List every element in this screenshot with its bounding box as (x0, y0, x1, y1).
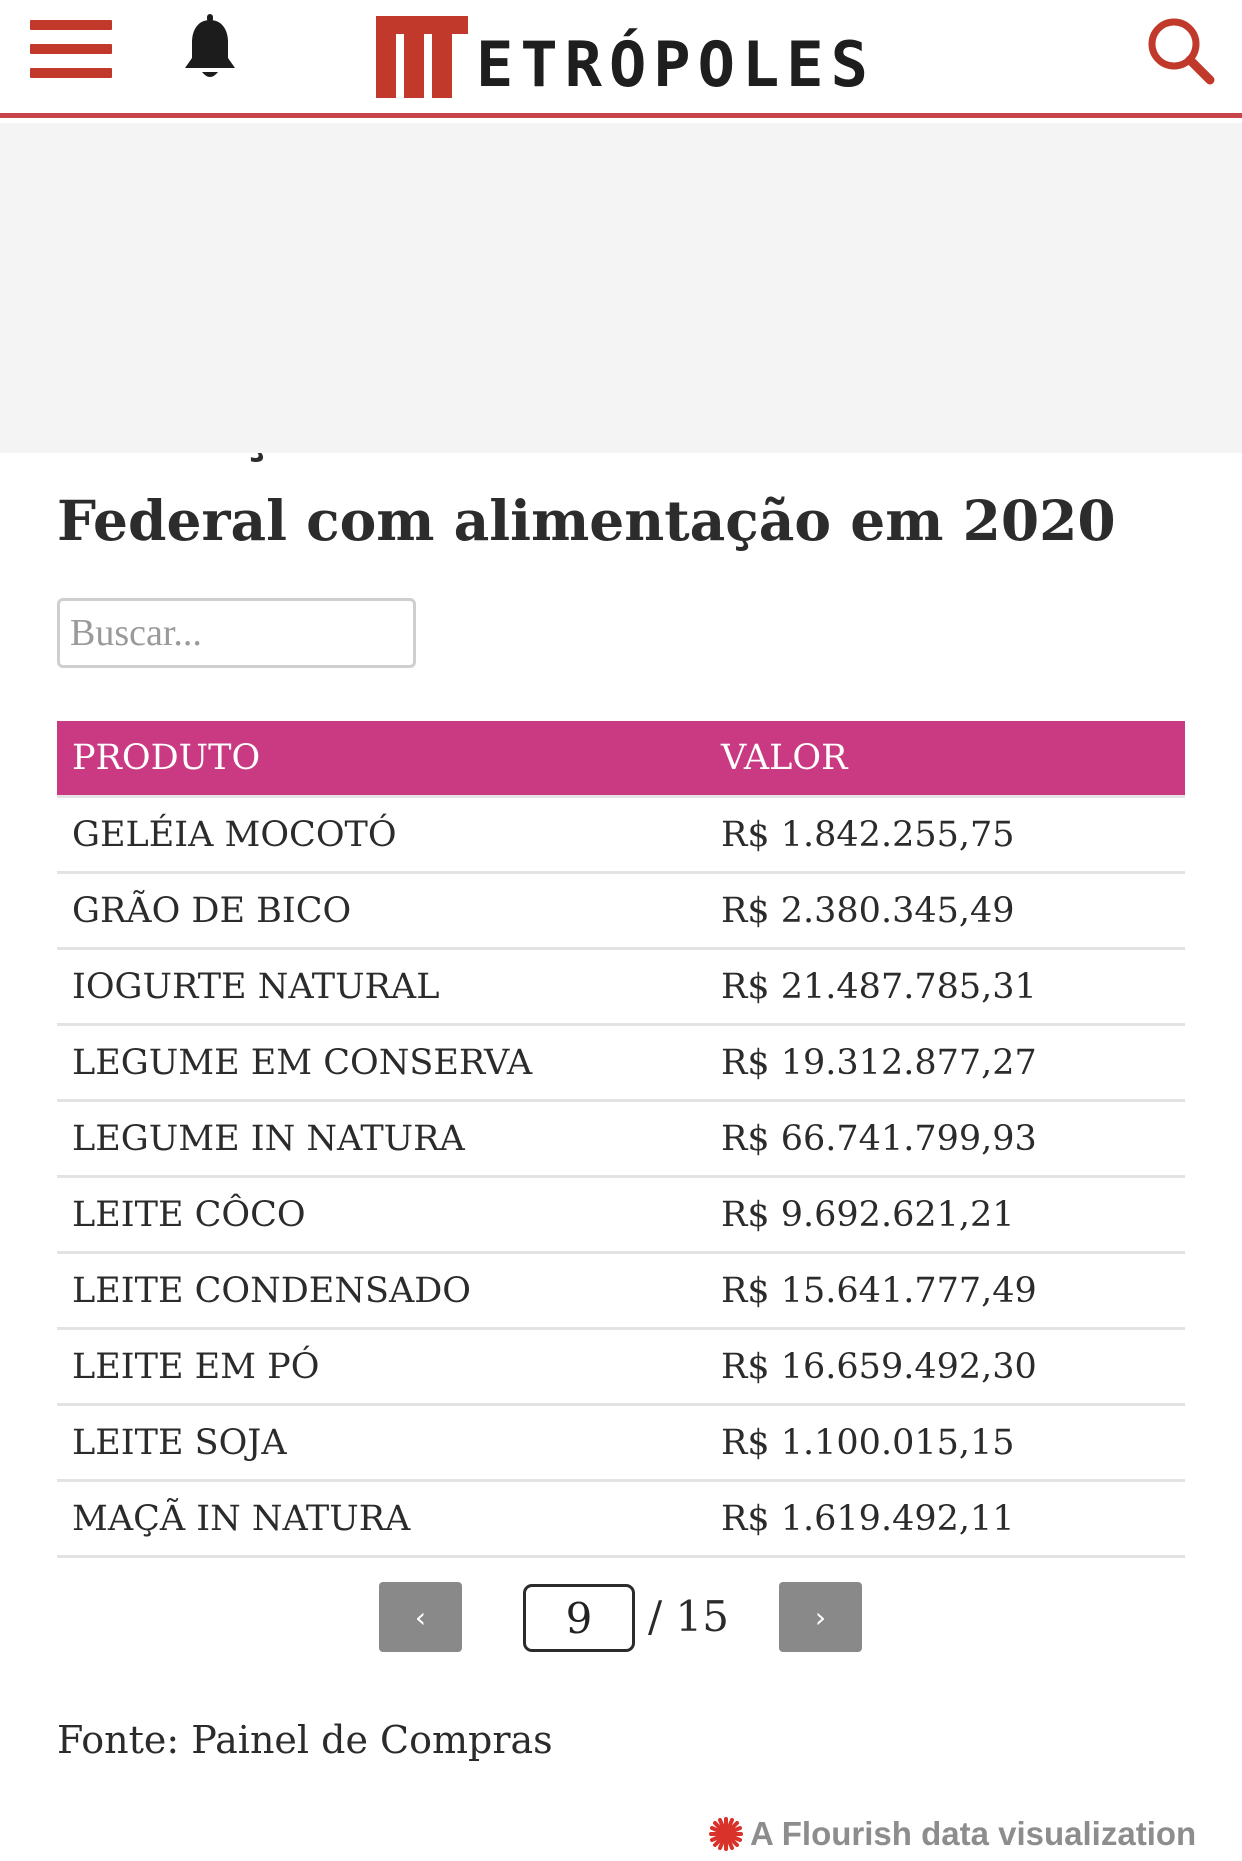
table-row (57, 1025, 1185, 1101)
valor-cell: R$ 21.487.785,31 (706, 949, 1185, 1025)
bell-icon[interactable] (180, 14, 240, 84)
produto-cell: IOGURTE NATURAL (57, 949, 706, 1025)
table-row (57, 797, 1185, 873)
search-icon[interactable] (1144, 14, 1216, 86)
table-row (57, 1481, 1185, 1557)
logo-m-mark (376, 16, 468, 98)
logo-wordmark: ETRÓPOLES (476, 28, 875, 101)
table-header-row (57, 721, 1185, 797)
top-navigation-bar (0, 0, 1242, 118)
produto-cell: GELÉIA MOCOTÓ (57, 797, 706, 873)
produto-cell: LEITE CONDENSADO (57, 1253, 706, 1329)
valor-cell: R$ 9.692.621,21 (706, 1177, 1185, 1253)
produto-cell: LEGUME EM CONSERVA (57, 1025, 706, 1101)
produto-cell: MAÇÃ IN NATURA (57, 1481, 706, 1557)
column-header-valor[interactable]: VALOR (706, 721, 1185, 797)
produto-cell: LEGUME IN NATURA (57, 1101, 706, 1177)
table-row (57, 1177, 1185, 1253)
valor-cell: R$ 2.380.345,49 (706, 873, 1185, 949)
ad-placeholder (0, 123, 1242, 453)
valor-cell: R$ 66.741.799,93 (706, 1101, 1185, 1177)
valor-cell: R$ 1.619.492,11 (706, 1481, 1185, 1557)
produto-cell: LEITE EM PÓ (57, 1329, 706, 1405)
produto-cell: LEITE CÔCO (57, 1177, 706, 1253)
produto-cell: GRÃO DE BICO (57, 873, 706, 949)
data-table (57, 721, 1185, 1558)
source-note: Fonte: Painel de Compras (57, 1718, 553, 1762)
table-row (57, 1329, 1185, 1405)
search-input[interactable] (57, 598, 416, 668)
next-page-button[interactable]: › (779, 1582, 862, 1652)
valor-cell: R$ 16.659.492,30 (706, 1329, 1185, 1405)
pagination (0, 1582, 1242, 1654)
hamburger-menu-icon[interactable] (30, 20, 112, 80)
previous-page-button[interactable]: ‹ (379, 1582, 462, 1652)
table-row (57, 1405, 1185, 1481)
chart-title-line-2: Federal com alimentação em 2020 (57, 488, 1116, 553)
total-pages-label: / 15 (648, 1592, 729, 1641)
valor-cell: R$ 15.641.777,49 (706, 1253, 1185, 1329)
page-number-input[interactable] (523, 1584, 635, 1652)
flourish-credit-text: A Flourish data visualization (750, 1815, 1197, 1852)
produto-cell: LEITE SOJA (57, 1405, 706, 1481)
table-row (57, 1253, 1185, 1329)
valor-cell: R$ 1.842.255,75 (706, 797, 1185, 873)
table-row (57, 949, 1185, 1025)
flourish-logo-icon (708, 1816, 744, 1852)
table-row (57, 873, 1185, 949)
column-header-produto[interactable]: PRODUTO (57, 721, 706, 797)
metropoles-logo[interactable] (376, 8, 875, 101)
table-row (57, 1101, 1185, 1177)
valor-cell: R$ 19.312.877,27 (706, 1025, 1185, 1101)
valor-cell: R$ 1.100.015,15 (706, 1405, 1185, 1481)
flourish-credit-link[interactable] (708, 1815, 1196, 1853)
